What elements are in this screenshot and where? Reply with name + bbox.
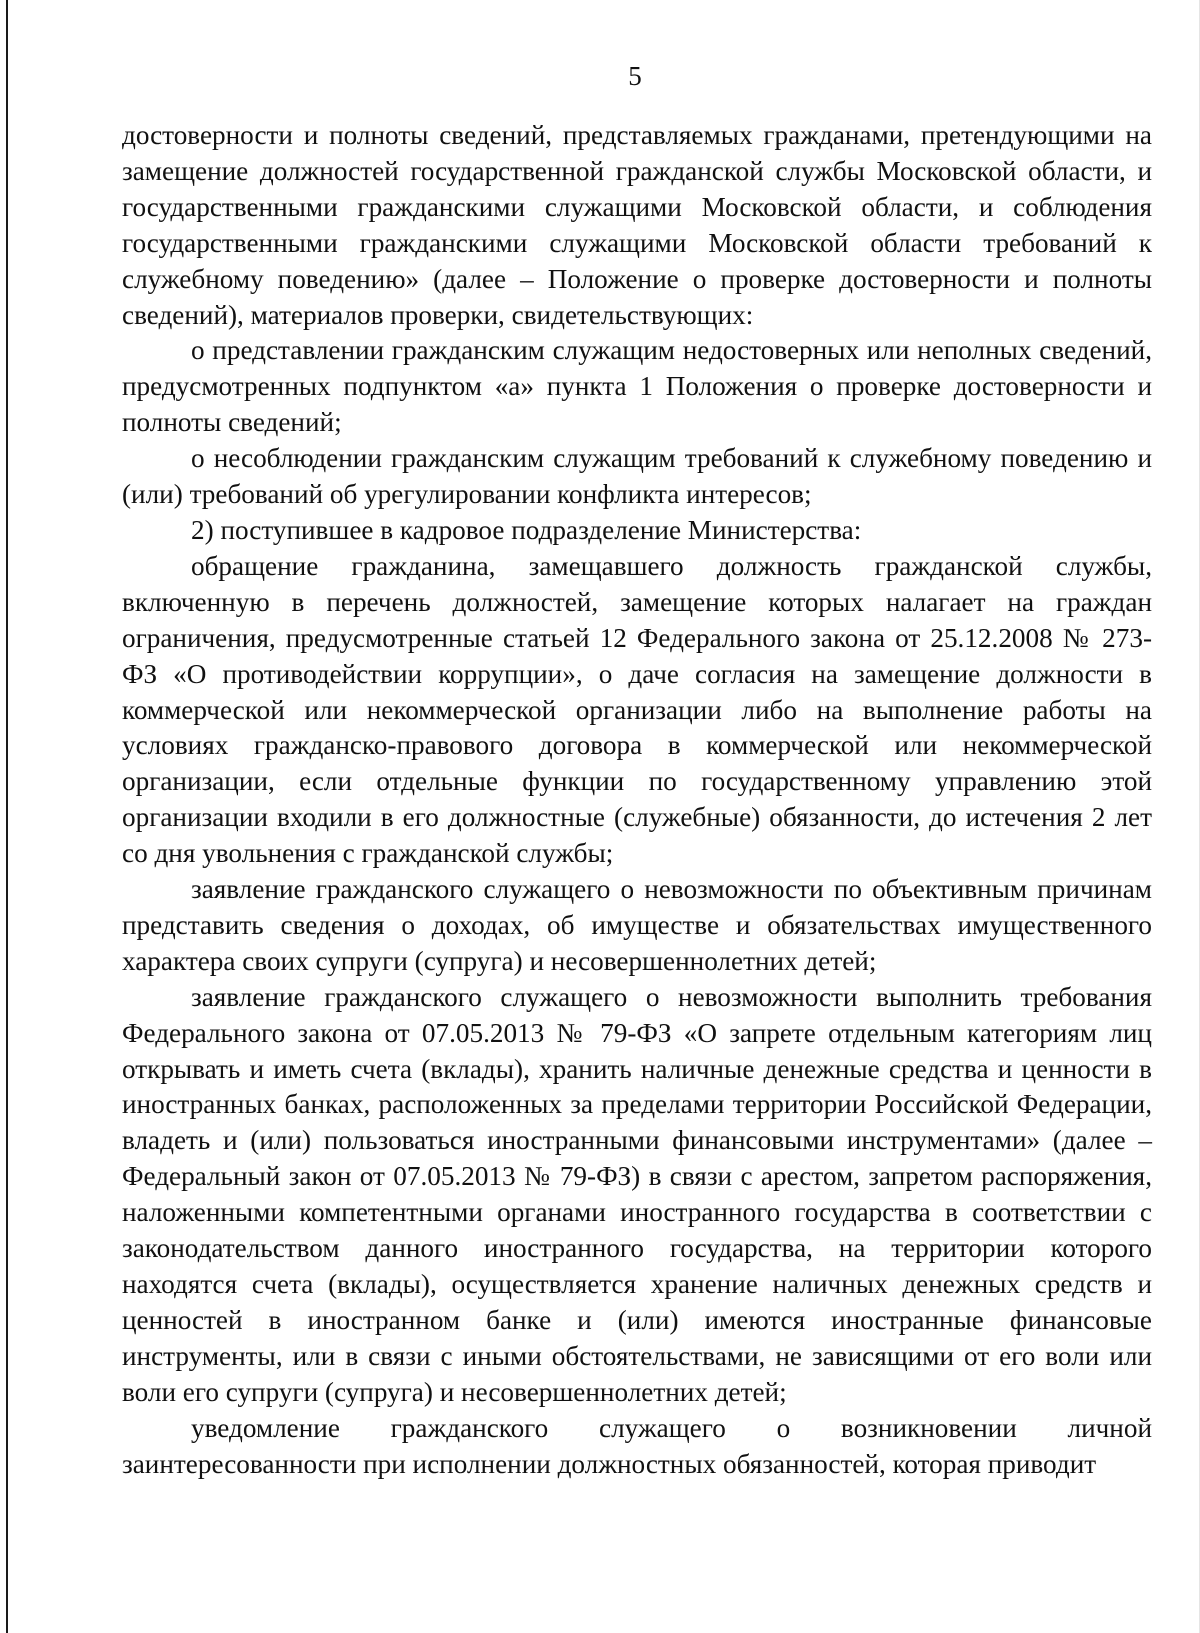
document-body <box>122 118 1152 1482</box>
paragraph-continuation: достоверности и полноты сведений, представляемых гражданами, претендующими на замещение должностей государственной гражданской службы Московской области, и государственными гражданскими служащими Московской области, и соблюдения государственными гражданскими служащими Московской области требований к служебному поведению» (далее – Положение о проверке достоверности и полноты сведений), материалов проверки, свидетельствующих: <box>122 120 1152 330</box>
paragraph-personal-interest: уведомление гражданского служащего о возникновении личной заинтересованности при исполнении должностных обязанностей, которая приводит <box>122 1412 1152 1479</box>
paragraph-foreign-accounts: заявление гражданского служащего о невозможности выполнить требования Федерального закона от 07.05.2013 № 79-ФЗ «О запрете отдельным категориям лиц открывать и иметь счета (вклады), хранить наличные денежные средства и ценности в иностранных банках, расположенных за пределами территории Российской Федерации, владеть и (или) пользоваться иностранными финансовыми инструментами» (далее – Федеральный закон от 07.05.2013 № 79-ФЗ) в связи с арестом, запретом распоряжения, наложенными компетентными органами иностранного государства в соответствии с законодательством данного иностранного государства, на территории которого находятся счета (вклады), осуществляется хранение наличных денежных средств и ценностей в иностранном банке и (или) имеются иностранные финансовые инструменты, или в связи с иными обстоятельствами, не зависящими от его воли или воли его супруги (супруга) и несовершеннолетних детей; <box>122 981 1152 1407</box>
scan-edge-left <box>6 0 8 1633</box>
page-number: 5 <box>628 61 642 91</box>
paragraph-conduct-violation: о несоблюдении гражданским служащим требований к служебному поведению и (или) требований об урегулировании конфликта интересов; <box>122 443 1152 510</box>
paragraph-item-2: 2) поступившее в кадровое подразделение Министерства: <box>191 514 862 545</box>
paragraph-income-statement: заявление гражданского служащего о невозможности по объективным причинам представить сведения о доходах, об имуществе и обязательствах имущественного характера своих супруги (супруга) и несовершеннолетних детей; <box>122 874 1152 976</box>
paragraph-citizen-appeal: обращение гражданина, замещавшего должность гражданской службы, включенную в перечень должностей, замещение которых налагает на граждан ограничения, предусмотренные статьей 12 Федерального закона от 25.12.2008 № 273-ФЗ «О противодействии коррупции», о даче согласия на замещение должности в коммерческой или некоммерческой организации либо на выполнение работы на условиях гражданско-правового договора в коммерческой или некоммерческой организации, если отдельные функции по государственному управлению этой организации входили в его должностные (служебные) обязанности, до истечения 2 лет со дня увольнения с гражданской службы; <box>122 550 1152 869</box>
paragraph-false-information: о представлении гражданским служащим недостоверных или неполных сведений, предусмотренных подпунктом «а» пункта 1 Положения о проверке достоверности и полноты сведений; <box>122 335 1152 438</box>
